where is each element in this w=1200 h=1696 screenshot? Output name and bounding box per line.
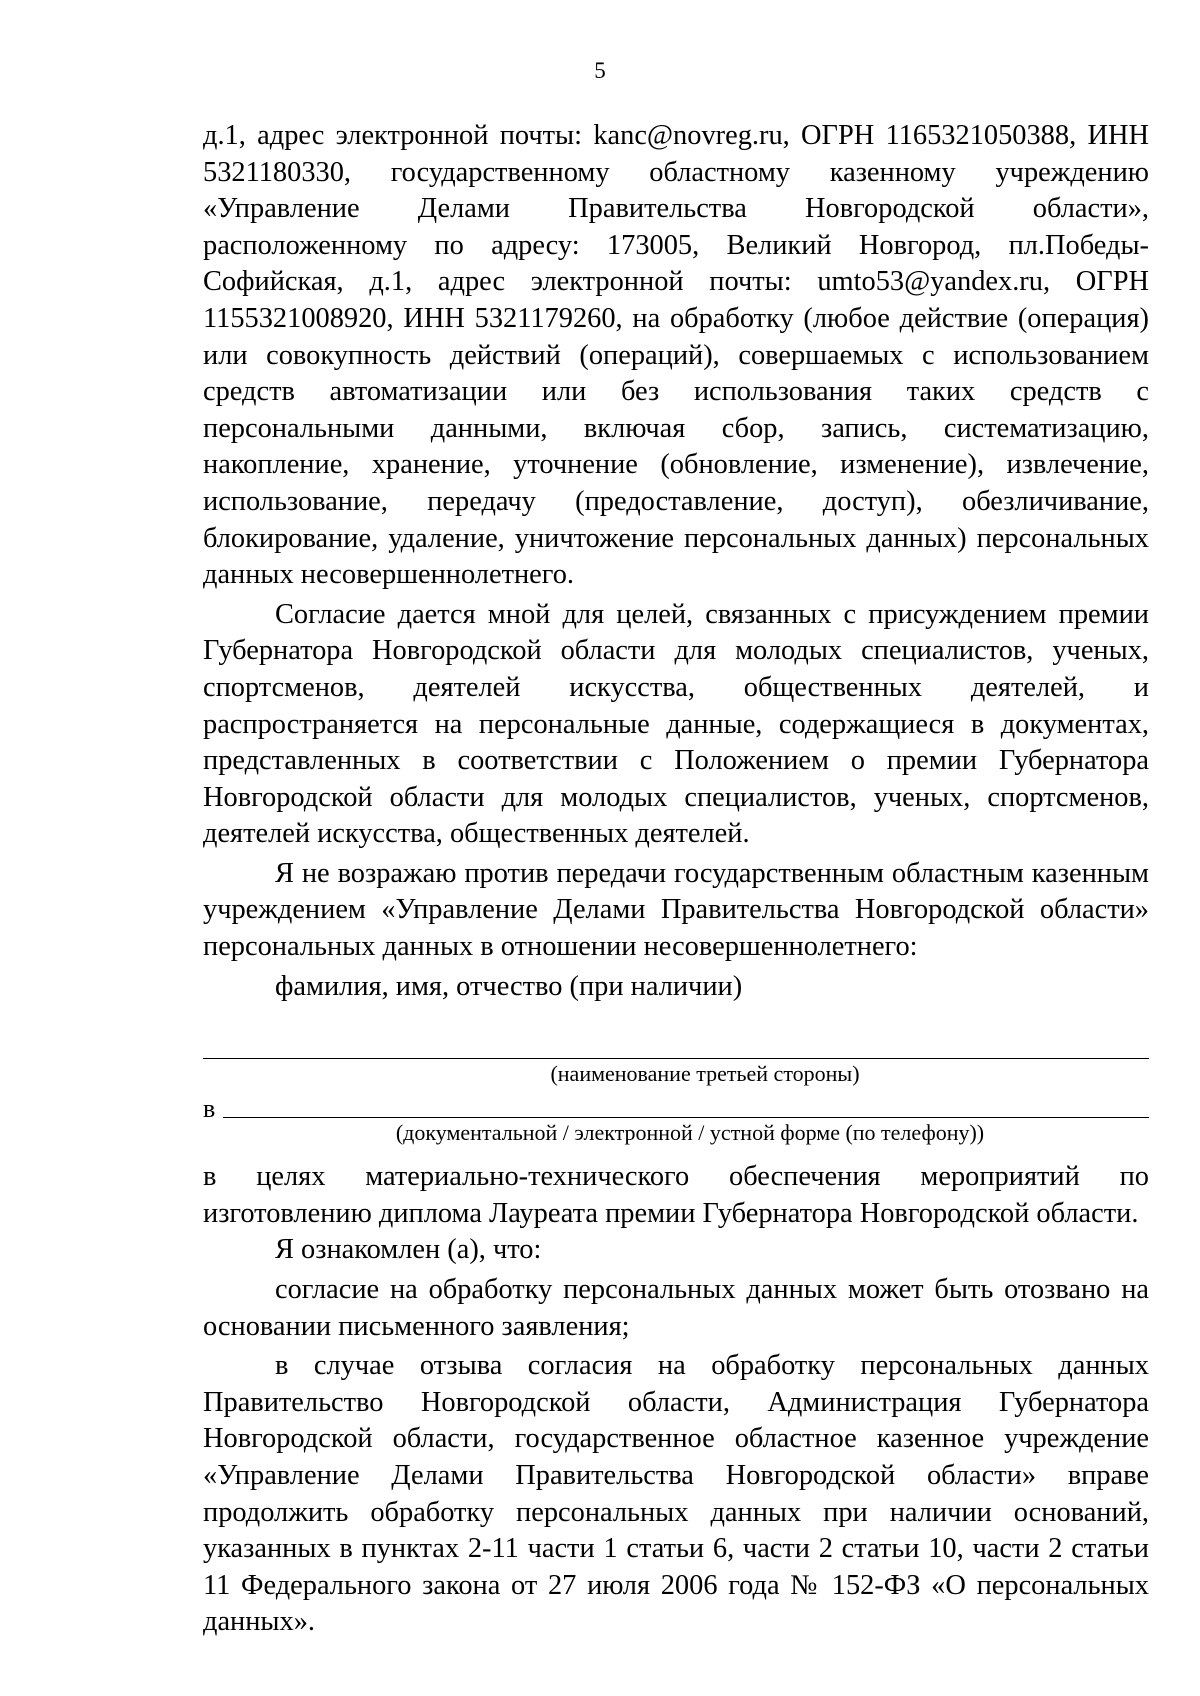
form-field [203, 1092, 1149, 1124]
paragraph-consent-purpose: Согласие дается мной для целей, связанных с присуждением премии Губернатора Новгородской области для молодых специалистов, ученых, спортсменов, деятелей искусства, общественных деятелей, и распространяется на персональные данные, содержащиеся в документах, представленных в соответствии с Положением о премии Губернатора Новгородской области для молодых специалистов, ученых, спортсменов, деятелей искусства, общественных деятелей. [203, 598, 1149, 850]
paragraph-transfer-consent: Я не возражаю против передачи государственным областным казенным учреждением «Управление Делами Правительства Новгородской области» персональных данных в отношении несовершеннолетнего: [203, 857, 1149, 963]
paragraph-withdrawal-consequences: в случае отзыва согласия на обработку персональных данных Правительство Новгородской области, Администрация Губернатора Новгородской области, государственное областное казенное учреждение «Управление Делами Правительства Новгородской области» вправе продолжить обработку персональных данных при наличии оснований, указанных в пунктах 2-11 части 1 статьи 6, части 2 статьи 10, части 2 статьи 11 Федерального закона от 27 июля 2006 года № 152-ФЗ «О персональных данных». [203, 1350, 1149, 1638]
document-body [203, 118, 1149, 1641]
paragraph-acknowledged: Я ознакомлен (а), что: [275, 1234, 542, 1266]
paragraph-withdrawal: согласие на обработку персональных данных может быть отозвано на основании письменного заявления; [203, 1274, 1149, 1342]
paragraph-transfer-purpose: в целях материально-технического обеспечения мероприятий по изготовлению диплома Лауреата премии Губернатора Новгородской области. [203, 1161, 1149, 1229]
third-party-underline [203, 1058, 1149, 1059]
paragraph-consent-recipients: д.1, адрес электронной почты: kanc@novreg.ru, ОГРН 1165321050388, ИНН 5321180330, государственному областному казенному учреждению «Управление Делами Правительства Новгородской области», расположенному по адресу: 173005, Великий Новгород, пл.Победы-Софийская, д.1, адрес электронной почты: umto53@yandex.ru, ОГРН 1155321008920, ИНН 5321179260, на обработку (любое действие (операция) или совокупность действий (операций), совершаемых с использованием средств автоматизации или без использования таких средств с персональными данными, включая сбор, запись, систематизацию, накопление, хранение, уточнение (обновление, изменение), извлечение, использование, передачу (предоставление, доступ), обезличивание, блокирование, удаление, уничтожение персональных данных) персональных данных несовершеннолетнего. [203, 120, 1149, 591]
form-underline [223, 1117, 1149, 1118]
third-party-field [203, 1029, 1149, 1059]
full-name-label: фамилия, имя, отчество (при наличии) [275, 970, 743, 1002]
form-prefix: в [203, 1094, 216, 1124]
page-number: 5 [594, 58, 606, 83]
form-caption: (документальной / электронной / устной форме (по телефону)) [395, 1120, 985, 1146]
third-party-caption: (наименование третьей стороны) [550, 1061, 860, 1087]
